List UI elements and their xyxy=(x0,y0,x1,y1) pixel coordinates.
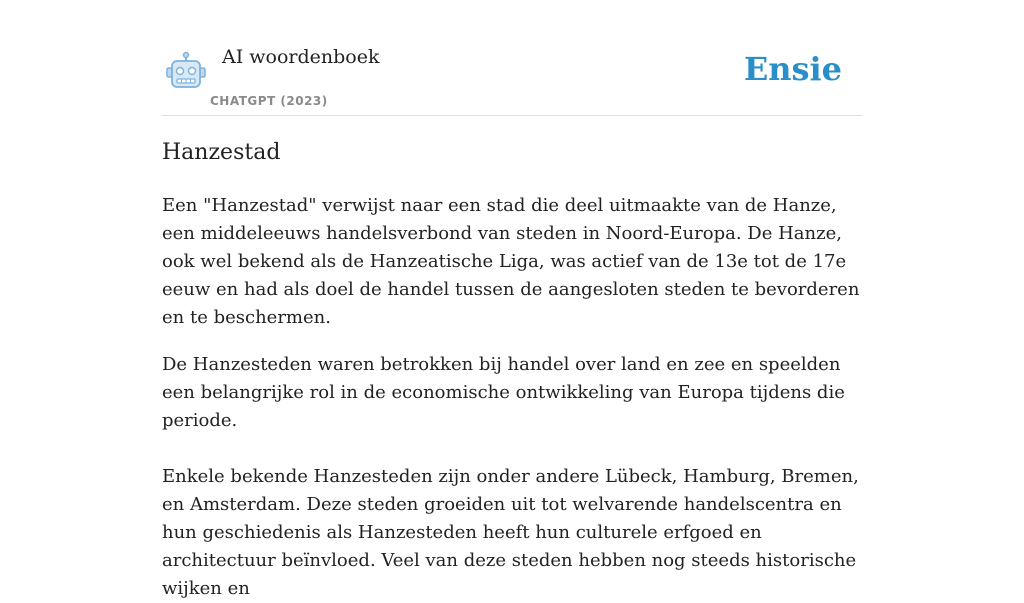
robot-icon xyxy=(166,52,206,90)
definition-paragraph: De Hanzesteden waren betrokken bij handel over land en zee en speelden een belangrijke rol in de economische ontwikkeling van Europa tijdens die periode. xyxy=(162,354,845,431)
ensie-logo-link[interactable]: Ensie xyxy=(743,50,842,88)
dictionary-title: AI woordenboek xyxy=(222,46,380,68)
source-label: CHATGPT (2023) xyxy=(210,94,328,108)
definition-paragraph: Een "Hanzestad" verwijst naar een stad die deel uitmaakte van de Hanze, een middeleeuws handelsverbond van steden in Noord-Europa. De Hanze, ook wel bekend als de Hanzeatische Liga, was actief van de 13e tot de 17e eeuw en had als doel de handel tussen de aangesloten steden te bevorderen en te beschermen. xyxy=(162,195,860,328)
page-container xyxy=(162,0,862,599)
entry-term: Hanzestad xyxy=(162,140,281,165)
entry-definition xyxy=(162,192,862,603)
site-header xyxy=(162,0,862,116)
definition-paragraph: Enkele bekende Hanzesteden zijn onder andere Lübeck, Hamburg, Bremen, en Amsterdam. Deze steden groeiden uit tot welvarende handelscentra en hun geschiedenis als Hanzesteden heeft hun culturele erfgoed en architectuur beïnvloed. Veel van deze steden hebben nog steeds historische wijken en xyxy=(162,466,859,599)
